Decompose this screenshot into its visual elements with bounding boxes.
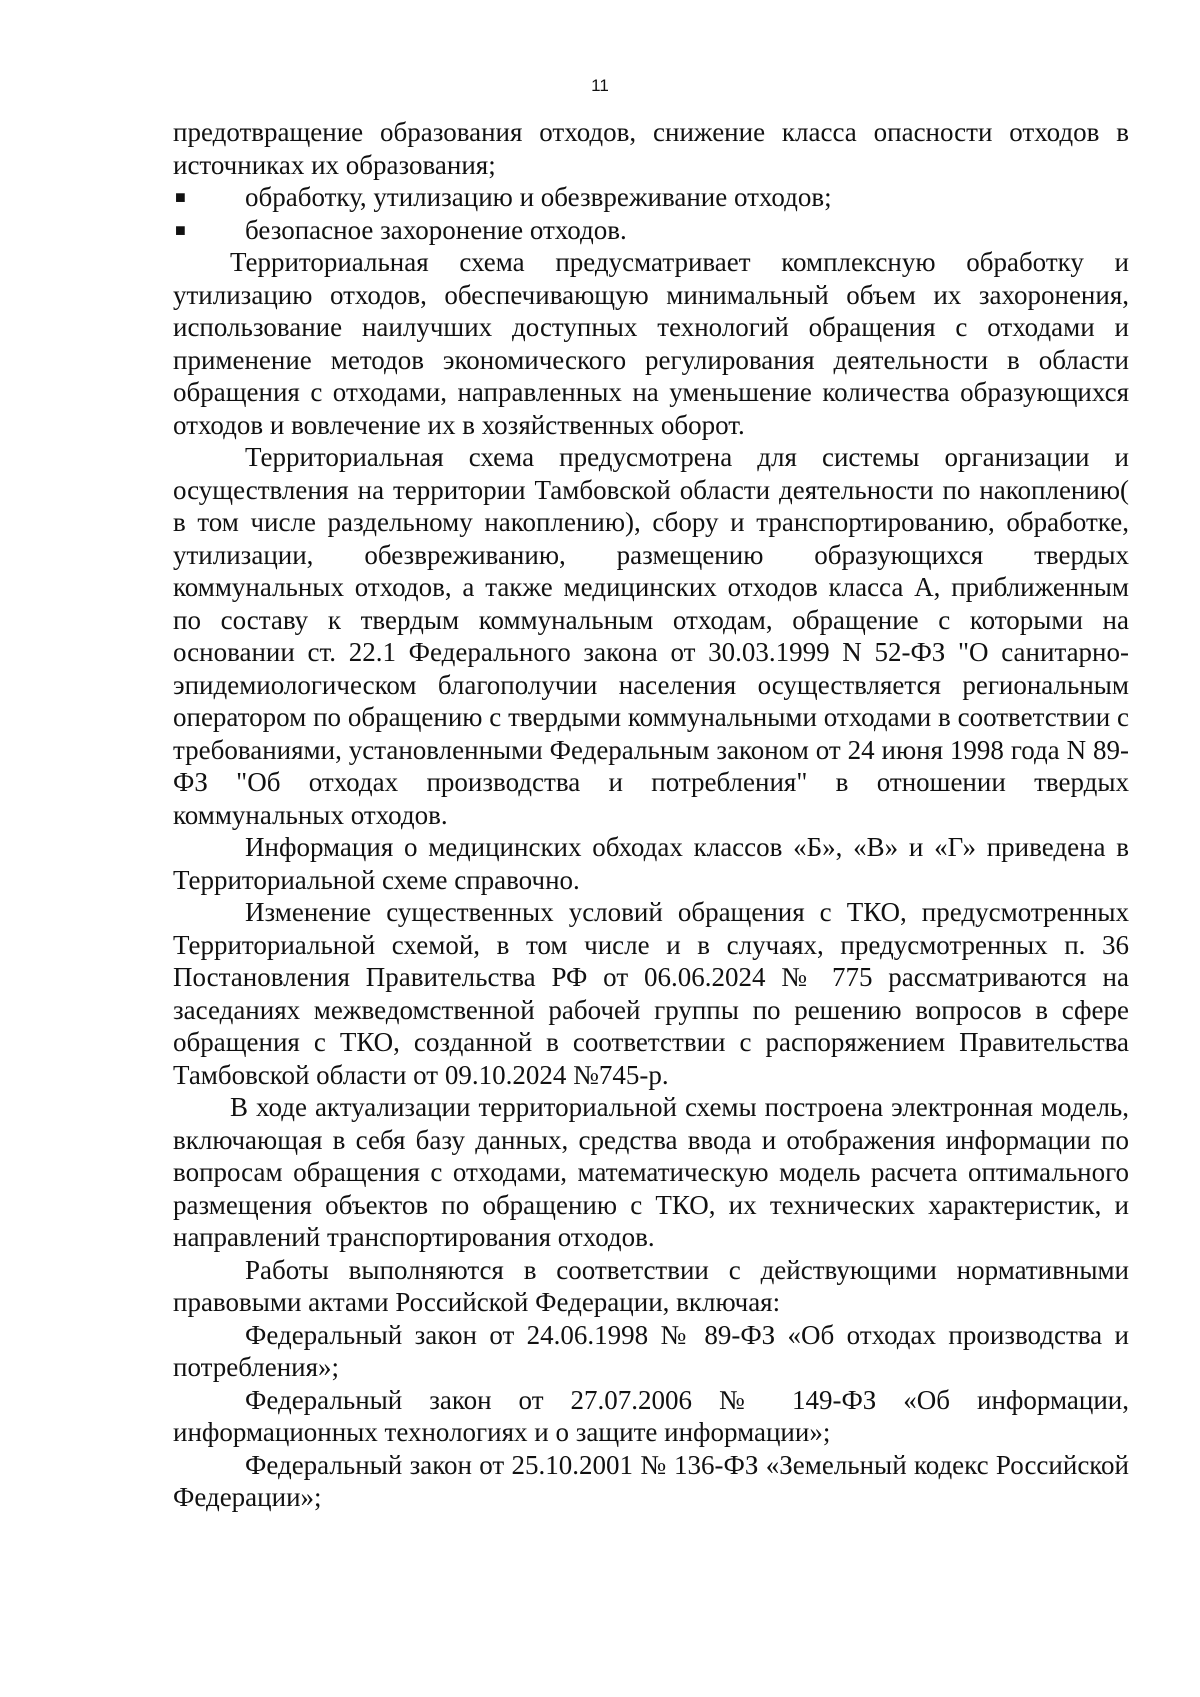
document-body <box>173 116 1129 1514</box>
paragraph: Территориальная схема предусматривает комплексную обработку и утилизацию отходов, обеспечивающую минимальный объем их захоронения, использование наилучших доступных технологий обращения с отходами и применение методов экономического регулирования деятельности в области обращения с отходами, направленных на уменьшение количества образующихся отходов и вовлечение их в хозяйственных оборот. <box>173 247 1129 440</box>
law-reference: Федеральный закон от 25.10.2001 № 136-ФЗ «Земельный кодекс Российской Федерации»; <box>173 1449 1129 1512</box>
bullet-text: безопасное захоронение отходов. <box>245 214 627 245</box>
paragraph: Информация о медицинских обходах классов «Б», «В» и «Г» приведена в Территориальной схеме справочно. <box>173 832 1129 895</box>
paragraph: В ходе актуализации территориальной схемы построена электронная модель, включающая в себя базу данных, средства ввода и отображения информации по вопросам обращения с отходами, математическую модель расчета оптимального размещения объектов по обращению с ТКО, их технических характеристик, и направлений транспортирования отходов. <box>173 1092 1129 1252</box>
bullet-text: обработку, утилизацию и обезвреживание отходов; <box>245 182 832 212</box>
paragraph: Территориальная схема предусмотрена для системы организации и осуществления на территории Тамбовской области деятельности по накоплению( в том числе раздельному накоплению), сбору и транспортированию, обработке, утилизации, обезвреживанию, размещению образующихся твердых коммунальных отходов, а также медицинских отходов класса А, приближенным по составу к твердым коммунальным отходам, обращение с которыми на основании ст. 22.1 Федерального закона от 30.03.1999 N 52-ФЗ "О санитарно-эпидемиологическом благополучии населения осуществляется региональным оператором по обращению с твердыми коммунальными отходами в соответствии с требованиями, установленными Федеральным законом от 24 июня 1998 года N 89-ФЗ "Об отходах производства и потребления" в отношении твердых коммунальных отходов. <box>173 442 1129 830</box>
bullet-square-icon: ■ <box>175 219 186 240</box>
law-reference: Федеральный закон от 27.07.2006 № 149-ФЗ «Об информации, информационных технологиях и о защите информации»; <box>173 1384 1129 1447</box>
paragraph: Изменение существенных условий обращения с ТКО, предусмотренных Территориальной схемой, в том числе и в случаях, предусмотренных п. 36 Постановления Правительства РФ от 06.06.2024 № 775 рассматриваются на заседаниях межведомственной рабочей группы по решению вопросов в сфере обращения с ТКО, созданной в соответствии с распоряжением Правительства Тамбовской области от 09.10.2024 №745-р. <box>173 897 1129 1090</box>
law-reference: Федеральный закон от 24.06.1998 № 89-ФЗ «Об отходах производства и потребления»; <box>173 1319 1129 1382</box>
bullet-item <box>173 214 1129 247</box>
paragraph-continuation: предотвращение образования отходов, снижение класса опасности отходов в источниках их образования; <box>173 117 1129 180</box>
paragraph: Работы выполняются в соответствии с действующими нормативными правовыми актами Российской Федерации, включая: <box>173 1254 1129 1317</box>
page-number: 11 <box>591 76 609 95</box>
bullet-square-icon: ■ <box>175 187 186 207</box>
bullet-item <box>173 181 1129 214</box>
